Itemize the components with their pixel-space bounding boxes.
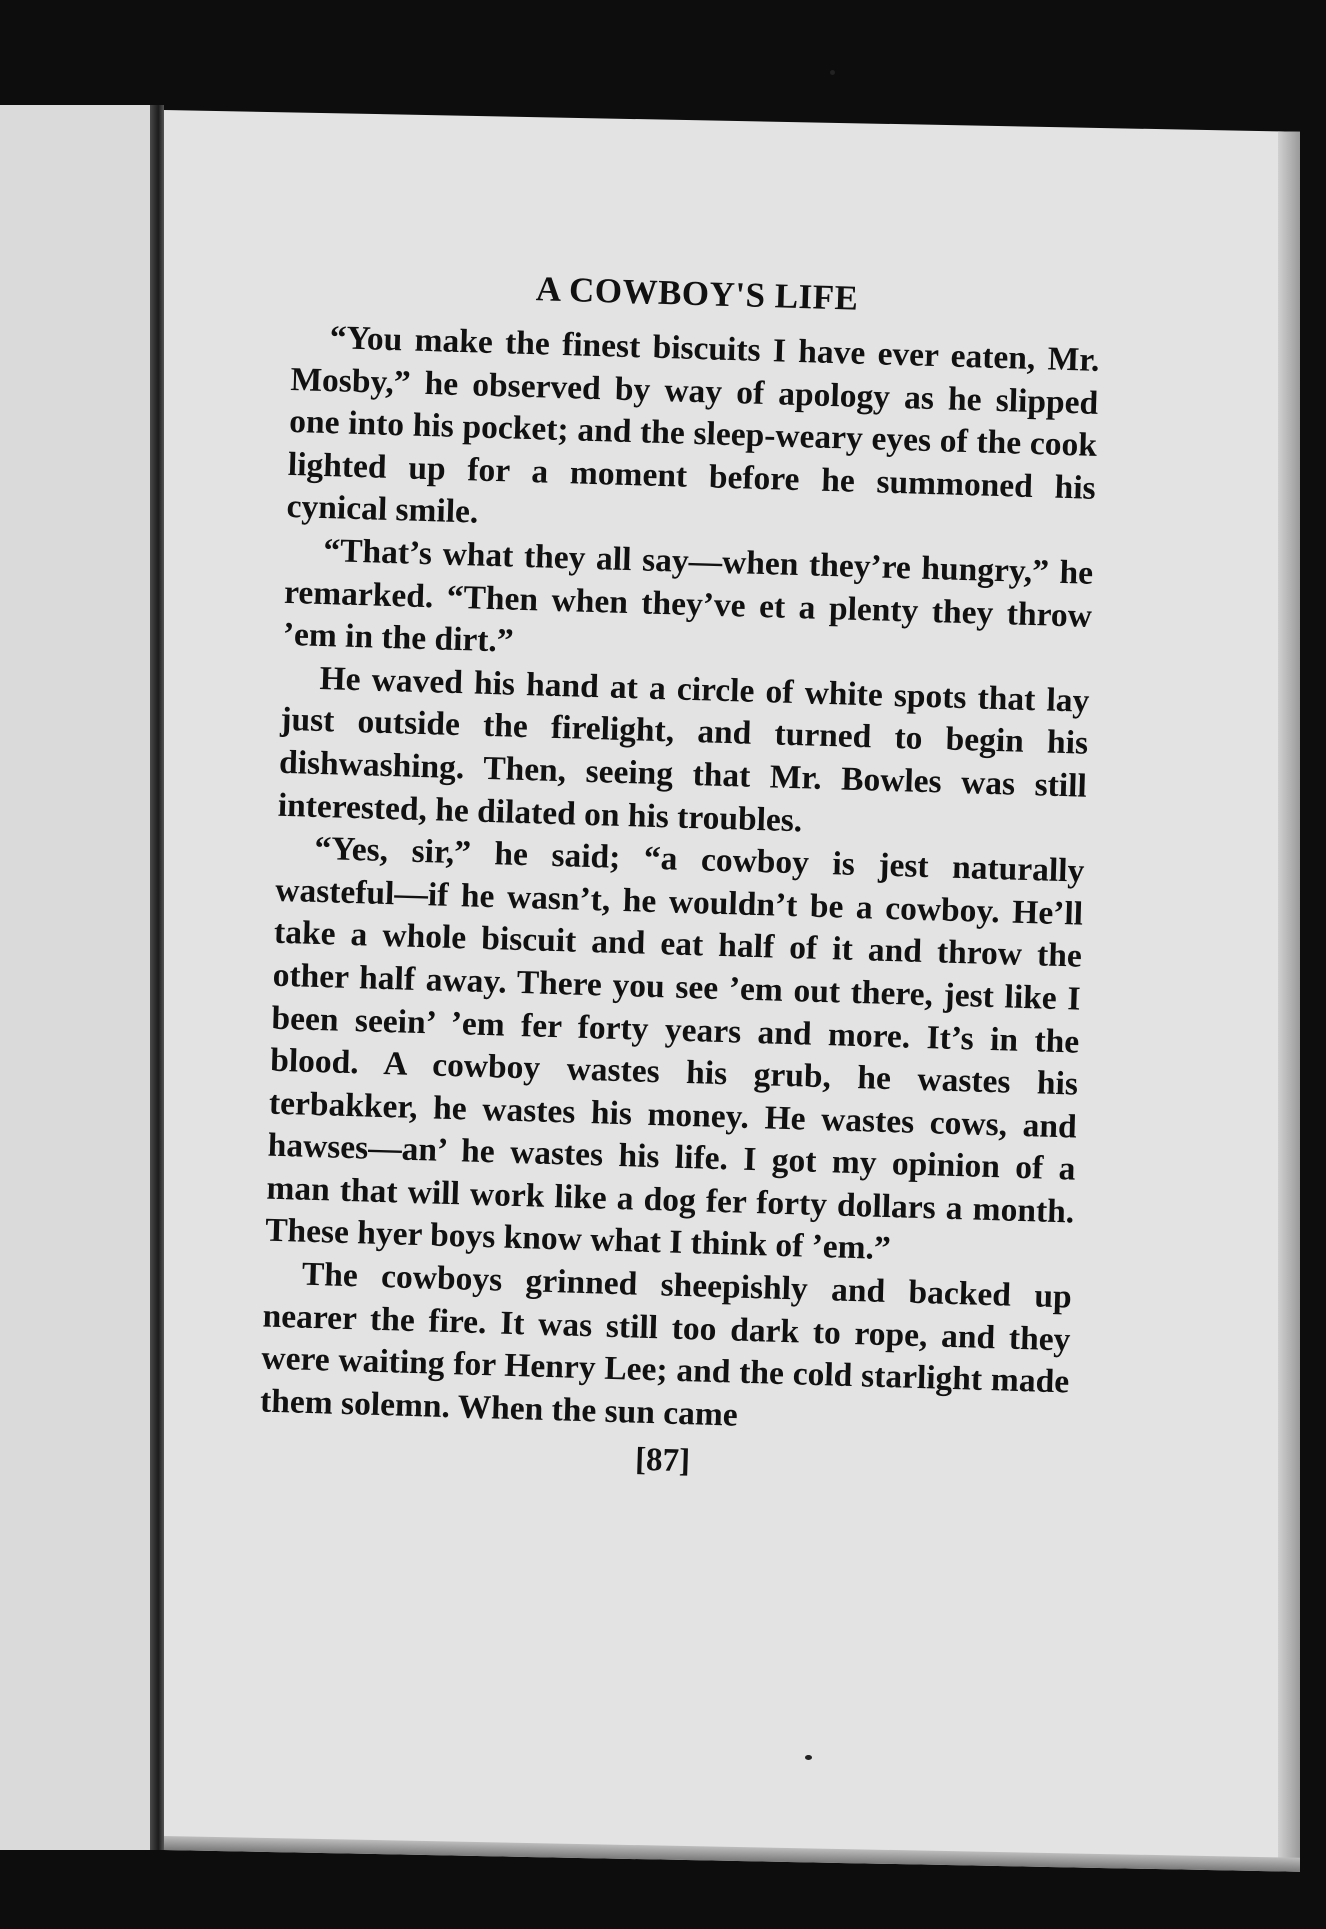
previous-page-edge [0,105,160,1850]
book-gutter [150,105,164,1850]
paragraph: “Yes, sir,” he said; “a cowboy is jest naturally wasteful—if he wasn’t, he wouldn’t be a cowboy. He’ll take a whole biscuit and eat half of it and throw the other half away. There you see ’em out there, jest like I been seein’ ’em fer forty years and more. It’s in the blood. A cowboy wastes his grub, he wastes his terbakker, he wastes his money. He wastes cows, and hawses—an’ he wastes his life. I got my opinion of a man that will work like a dog fer forty dollars a month. These hyer boys know what I think of ’em.” [264,830,1085,1268]
paragraph: He waved his hand at a circle of white spots that lay just outside the firelight, and turned to begin his dishwashing. Then, seeing that Mr. Bowles was still interested, he dilated on his troubles. [277,659,1090,839]
page-bottom-edge [164,1836,1300,1872]
paragraph: The cowboys grinned sheepishly and backed up nearer the fire. It was still too dark to rope, and they were waiting for Henry Lee; and the cold starlight made them solemn. When the sun came [259,1255,1073,1434]
paragraph: “That’s what they all say—when they’re hungry,” he remarked. “Then when they’ve et a plenty they throw ’em in the dirt.” [282,531,1094,660]
scan-speck [805,1755,812,1760]
page-text-block [258,262,1101,1493]
scan-speck [830,70,835,75]
page-right-edge [1278,131,1300,1871]
running-head: A COWBOY'S LIFE [535,269,860,318]
page-number: [87] [634,1442,691,1480]
paragraph: “You make the finest biscuits I have ever eaten, Mr. Mosby,” he observed by way of apology as he slipped one into his pocket; and the sleep-weary eyes of the cook lighted up for a moment before he summoned his cynical smile. [286,319,1100,531]
